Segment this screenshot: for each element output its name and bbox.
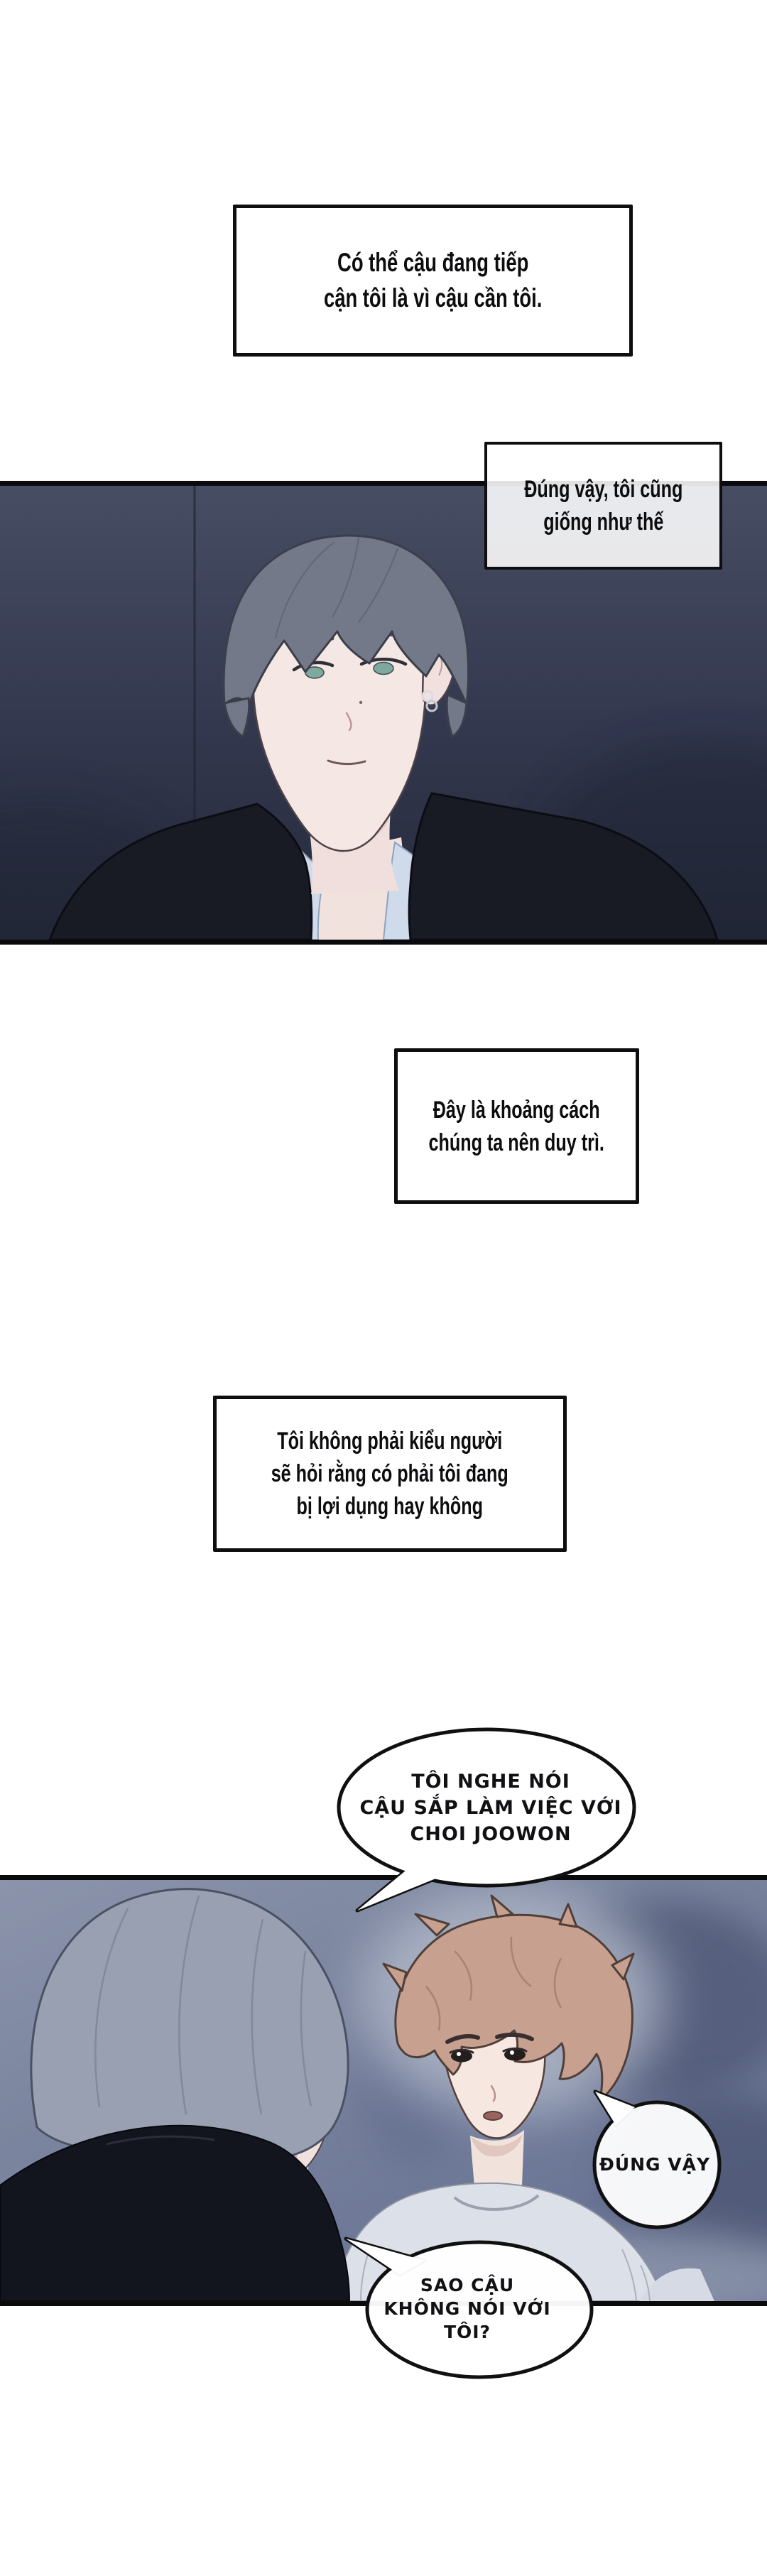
bubble-line: CHOI JOOWON <box>410 1822 572 1845</box>
narration-line: Tôi không phải kiểu người <box>277 1428 503 1455</box>
narration-line: sẽ hỏi rằng có phải tôi đang <box>271 1460 509 1487</box>
mouth-open <box>484 2112 502 2120</box>
narration-line: bị lợi dụng hay không <box>296 1493 484 1520</box>
speech-line: giống như thế <box>543 509 664 536</box>
speech-bubble-agree <box>584 2075 726 2237</box>
narration-box-3 <box>213 1396 567 1552</box>
eye-glint <box>457 2052 461 2056</box>
narration-box-2 <box>394 1048 639 1204</box>
narration-text <box>429 1094 604 1159</box>
bubble-line: TÔI NGHE NÓI <box>411 1770 570 1793</box>
bubble-text <box>332 2273 602 2344</box>
narration-line: cận tôi là vì cậu cần tôi. <box>323 283 543 313</box>
beauty-mark <box>359 701 362 704</box>
speech-box-panel-1 <box>484 442 722 570</box>
narration-line: Đây là khoảng cách <box>433 1096 600 1124</box>
narration-line: Có thể cậu đang tiếp <box>337 248 529 277</box>
speech-bubble-joowon <box>327 1715 655 1923</box>
narration-box-1 <box>233 205 633 357</box>
speech-text <box>524 473 682 538</box>
narration-text <box>271 1425 508 1523</box>
bubble-line: TÔI? <box>443 2321 491 2342</box>
narration-line: chúng ta nên duy trì. <box>428 1129 605 1156</box>
eye-glint <box>510 2050 514 2055</box>
speech-bubble-why <box>332 2229 602 2384</box>
bubble-text <box>327 1765 655 1850</box>
eye-right <box>374 663 393 675</box>
narration-text <box>324 245 542 316</box>
bubble-line: CẬU SẮP LÀM VIỆC VỚI <box>359 1796 622 1819</box>
bubble-line: ĐÚNG VẬY <box>599 2153 711 2175</box>
bubble-line: SAO CẬU <box>420 2274 515 2295</box>
bubble-line: KHÔNG NÓI VỚI <box>384 2298 551 2319</box>
speech-line: Đúng vậy, tôi cũng <box>523 476 683 503</box>
bubble-text <box>584 2152 726 2176</box>
